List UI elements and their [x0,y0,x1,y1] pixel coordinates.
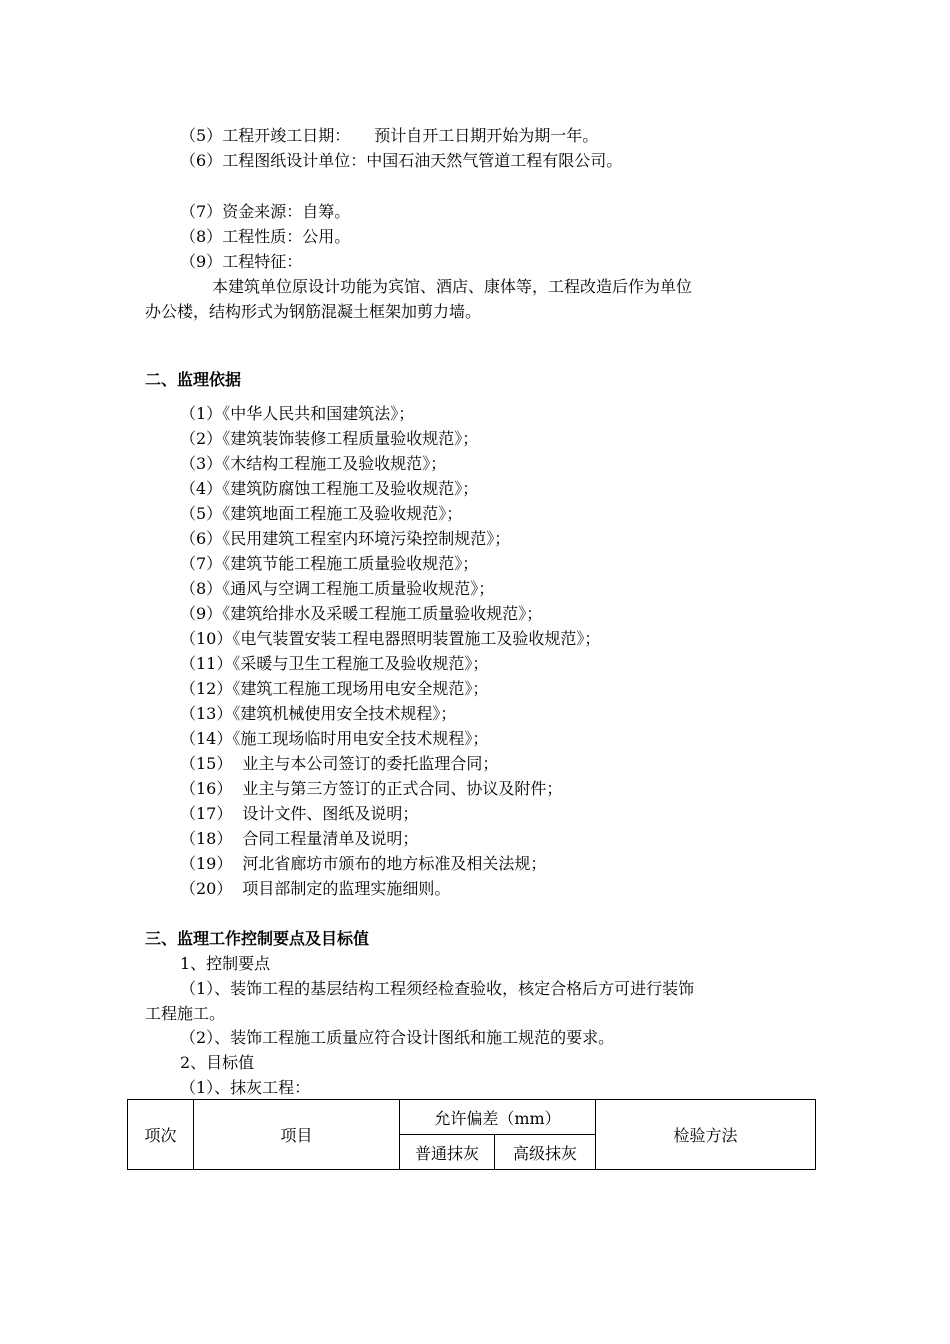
basis-num: （12） [180,679,233,698]
basis-item [180,878,450,900]
basis-item [180,728,488,750]
header-advanced-plaster: 高级抹灰 [495,1135,596,1170]
info-label: 工程开竣工日期： [222,126,351,145]
basis-num: （20） [180,879,233,898]
control-point-1-line1: （1）、装饰工程的基层结构工程须经检查验收，核定合格后方可进行装饰 [180,979,695,998]
basis-item [180,628,600,650]
info-label: 工程特征： [222,252,303,271]
table-header-row [128,1100,816,1135]
info-num: （7） [180,202,223,221]
table-caption: （1）、抹灰工程： [180,1078,311,1097]
features-paragraph-line2: 办公楼，结构形式为钢筋混凝土框架加剪力墙。 [145,302,482,321]
basis-text: 《建筑防腐蚀工程施工及验收规范》； [222,479,479,498]
info-line-9 [180,251,302,273]
basis-item [180,478,478,500]
basis-item [180,678,488,700]
basis-num: （7） [180,554,223,573]
basis-text: 《建筑地面工程施工及验收规范》； [222,504,463,523]
basis-item [180,703,456,725]
plaster-tolerance-table [127,1099,816,1170]
basis-item [180,753,498,775]
basis-num: （1） [180,404,223,423]
info-value: 公用。 [302,227,351,246]
basis-text: 设计文件、图纸及说明； [242,804,419,823]
info-label: 工程性质： [222,227,303,246]
basis-text: 《中华人民共和国建筑法》； [222,404,415,423]
basis-item [180,578,494,600]
basis-text: 《电气装置安装工程电器照明装置施工及验收规范》； [232,629,601,648]
basis-text: 《建筑机械使用安全技术规程》； [232,704,457,723]
basis-num: （2） [180,429,223,448]
basis-num: （16） [180,779,233,798]
basis-num: （14） [180,729,233,748]
basis-item [180,803,418,825]
basis-text: 《施工现场临时用电安全技术规程》； [232,729,489,748]
basis-num: （11） [180,654,233,673]
control-point-1-line2: 工程施工。 [145,1004,226,1023]
basis-num: （8） [180,579,223,598]
info-label: 资金来源： [222,202,303,221]
target-values-subheading: 2、目标值 [180,1053,255,1072]
basis-num: （9） [180,604,223,623]
section3-heading: 三、监理工作控制要点及目标值 [145,929,370,948]
basis-item [180,778,562,800]
info-line-5 [180,125,598,147]
basis-text: 《通风与空调工程施工质量验收规范》； [222,579,495,598]
basis-text: 《建筑给排水及采暖工程施工质量验收规范》； [222,604,543,623]
header-normal-plaster: 普通抹灰 [400,1135,495,1170]
basis-num: （10） [180,629,233,648]
basis-item [180,503,462,525]
basis-text: 《建筑装饰装修工程质量验收规范》； [222,429,479,448]
info-num: （6） [180,151,223,170]
basis-text: 业主与第三方签订的正式合同、协议及附件； [242,779,563,798]
basis-text: 《建筑工程施工现场用电安全规范》； [232,679,489,698]
info-value: 自筹。 [302,202,351,221]
info-num: （9） [180,252,223,271]
basis-num: （6） [180,529,223,548]
basis-item [180,553,478,575]
basis-text: 业主与本公司签订的委托监理合同； [242,754,499,773]
header-item: 项目 [194,1100,400,1170]
basis-num: （18） [180,829,233,848]
basis-text: 《木结构工程施工及验收规范》； [222,454,447,473]
basis-item [180,603,542,625]
info-value: 中国石油天然气管道工程有限公司。 [366,151,623,170]
basis-num: （15） [180,754,233,773]
info-num: （5） [180,126,223,145]
control-points-subheading: 1、控制要点 [180,954,271,973]
info-line-6 [180,150,622,172]
basis-text: 合同工程量清单及说明； [242,829,419,848]
basis-num: （5） [180,504,223,523]
basis-num: （17） [180,804,233,823]
info-label: 工程图纸设计单位： [222,151,367,170]
basis-text: 《建筑节能工程施工质量验收规范》； [222,554,479,573]
info-line-7 [180,201,350,223]
info-line-8 [180,226,350,248]
header-method: 检验方法 [596,1100,816,1170]
basis-item [180,653,488,675]
basis-text: 项目部制定的监理实施细则。 [242,879,451,898]
basis-text: 《采暖与卫生工程施工及验收规范》； [232,654,489,673]
control-point-2: （2）、装饰工程施工质量应符合设计图纸和施工规范的要求。 [180,1028,615,1047]
info-num: （8） [180,227,223,246]
basis-item [180,428,478,450]
basis-num: （3） [180,454,223,473]
header-tolerance: 允许偏差（mm） [400,1100,596,1135]
basis-num: （13） [180,704,233,723]
basis-item [180,528,510,550]
header-index: 项次 [128,1100,194,1170]
features-paragraph-line1: 本建筑单位原设计功能为宾馆、酒店、康体等，工程改造后作为单位 [212,277,693,296]
basis-item [180,853,546,875]
basis-item [180,828,418,850]
basis-text: 河北省廊坊市颁布的地方标准及相关法规； [242,854,547,873]
info-value: 预计自开工日期开始为期一年。 [374,126,599,145]
section2-heading: 二、监理依据 [145,370,242,389]
basis-item [180,453,446,475]
basis-num: （4） [180,479,223,498]
basis-num: （19） [180,854,233,873]
basis-text: 《民用建筑工程室内环境污染控制规范》； [222,529,511,548]
basis-item [180,403,414,425]
